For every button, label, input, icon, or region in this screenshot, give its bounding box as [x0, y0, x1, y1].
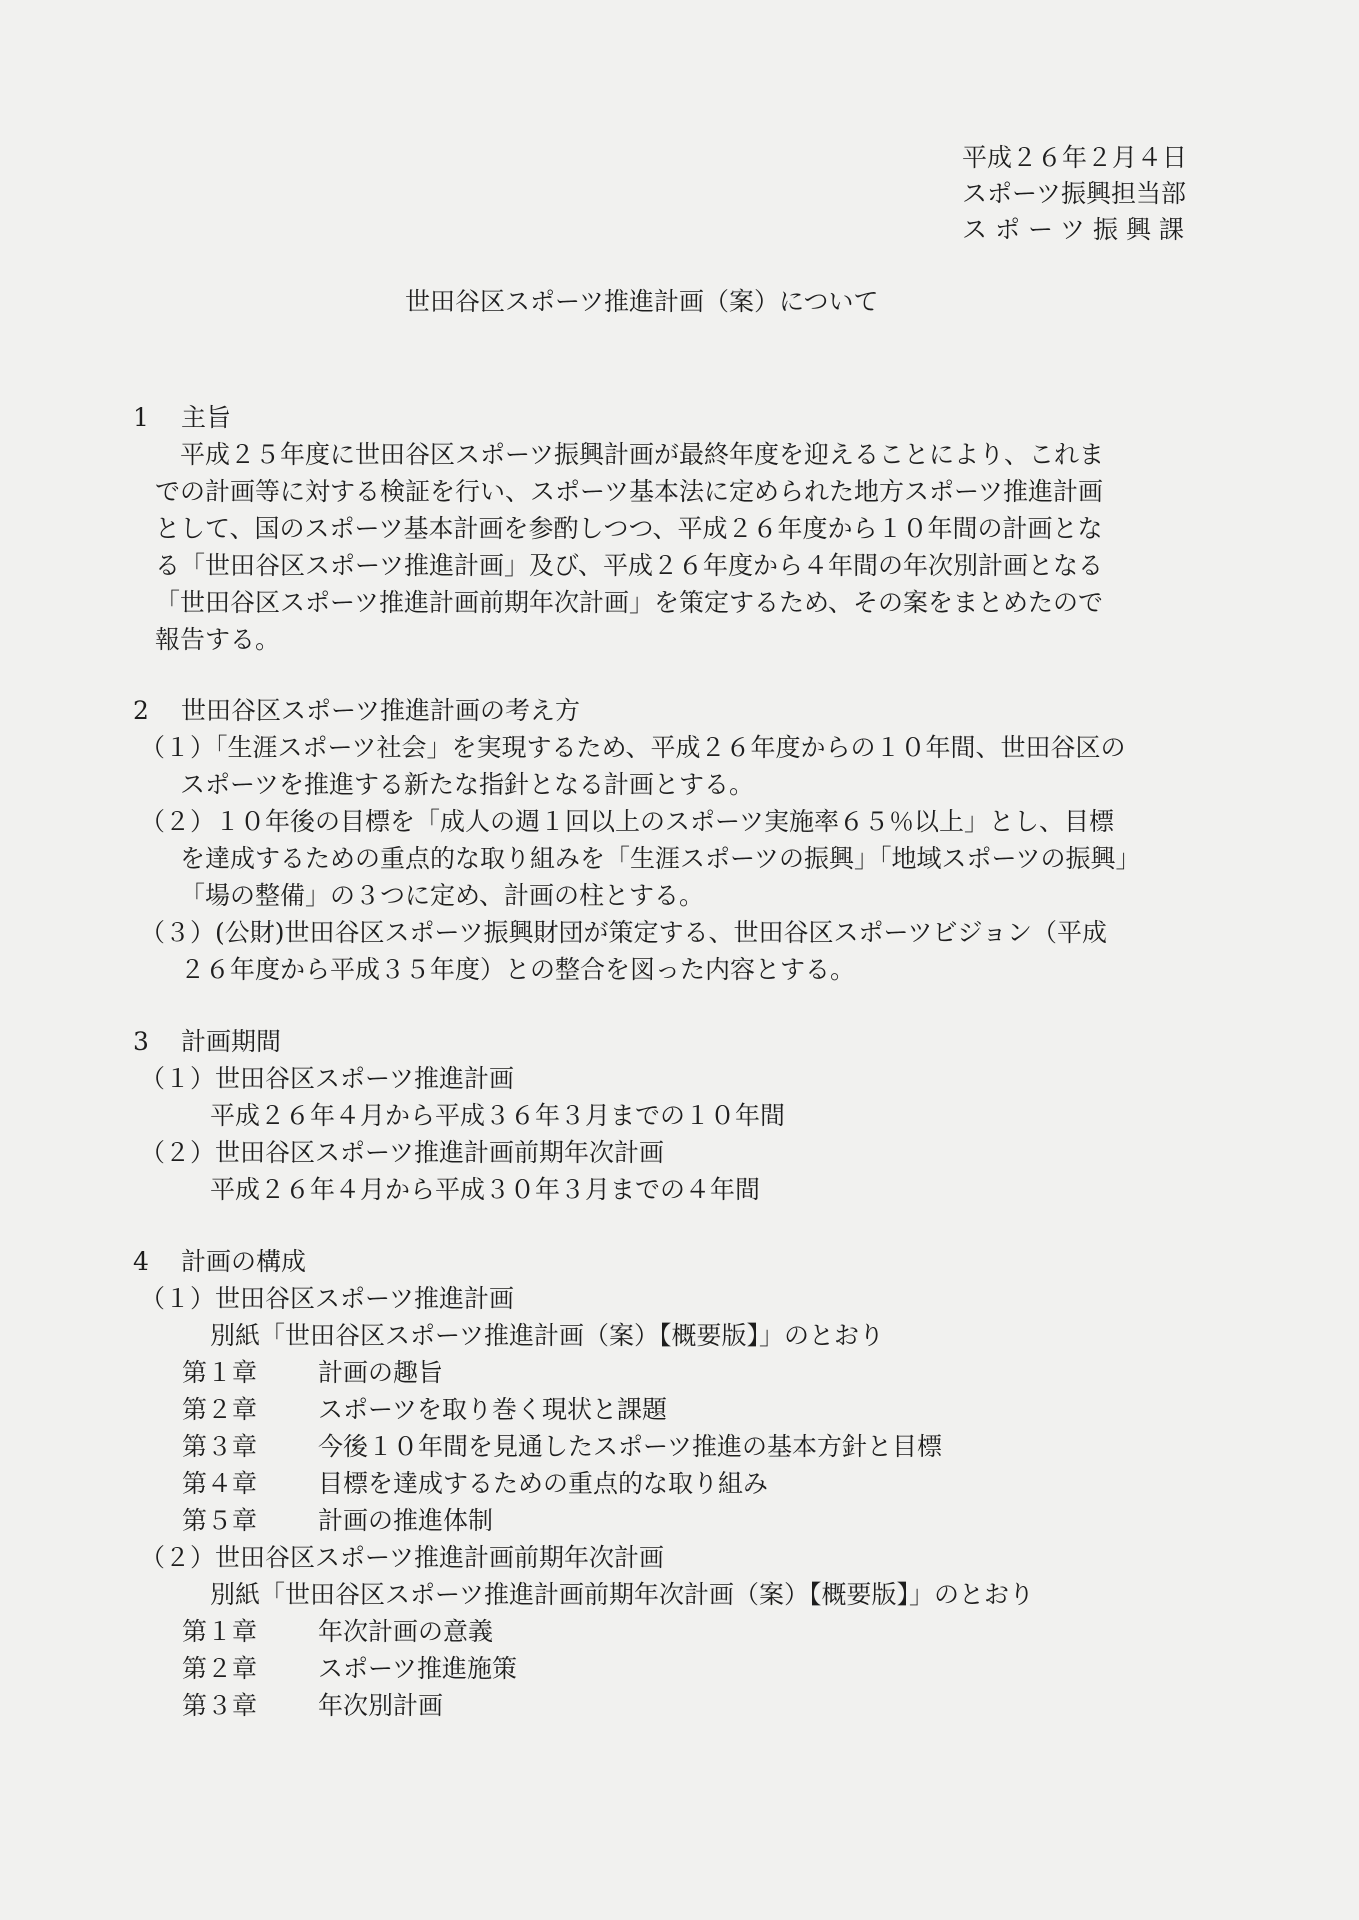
section-3-line: 平成２６年４月から平成３０年３月までの４年間: [210, 1175, 761, 1204]
section-2-line: （３）(公財)世田谷区スポーツ振興財団が策定する、世田谷区スポーツビジョン（平成: [140, 918, 1108, 947]
chapter-title: 年次計画の意義: [318, 1617, 494, 1646]
chapter-row: [182, 1651, 518, 1687]
chapter-row: [182, 1392, 668, 1428]
chapter-row: [182, 1466, 769, 1502]
chapter-number: 第３章: [182, 1432, 258, 1461]
document-date: 平成２６年２月４日: [962, 143, 1188, 172]
section-2-line: 「場の整備」の３つに定め、計画の柱とする。: [180, 881, 705, 910]
section-3-line: （２）世田谷区スポーツ推進計画前期年次計画: [140, 1138, 665, 1167]
chapter-number: 第２章: [182, 1395, 258, 1424]
issuing-division: スポーツ振興課: [962, 215, 1193, 244]
section-2-line: を達成するための重点的な取り組みを「生涯スポーツの振興」「地域スポーツの振興」: [180, 844, 1141, 873]
section-1-line: 報告する。: [155, 625, 281, 654]
chapter-row: [182, 1503, 494, 1539]
section-1-line: る「世田谷区スポーツ推進計画」及び、平成２６年度から４年間の年次別計画となる: [155, 551, 1104, 580]
chapter-title: 今後１０年間を見通したスポーツ推進の基本方針と目標: [318, 1432, 943, 1461]
chapter-row: [182, 1688, 444, 1724]
chapter-number: 第２章: [182, 1654, 258, 1683]
chapter-title: 年次別計画: [318, 1691, 444, 1720]
section-2-line: （１）「生涯スポーツ社会」を実現するため、平成２６年度からの１０年間、世田谷区の: [140, 733, 1126, 762]
chapter-title: スポーツ推進施策: [318, 1654, 518, 1683]
section-4-note: 別紙「世田谷区スポーツ推進計画（案）【概要版】」のとおり: [210, 1321, 885, 1350]
section-4-subheading: （２）世田谷区スポーツ推進計画前期年次計画: [140, 1543, 665, 1572]
chapter-number: 第１章: [182, 1617, 258, 1646]
section-2-line: ２６年度から平成３５年度）との整合を図った内容とする。: [180, 955, 856, 984]
section-1-line: 平成２５年度に世田谷区スポーツ振興計画が最終年度を迎えることにより、これま: [180, 440, 1105, 469]
section-1-line: での計画等に対する検証を行い、スポーツ基本法に定められた地方スポーツ推進計画: [155, 477, 1104, 506]
section-4-note: 別紙「世田谷区スポーツ推進計画前期年次計画（案）【概要版】」のとおり: [210, 1580, 1035, 1609]
section-2-line: （２）１０年後の目標を「成人の週１回以上のスポーツ実施率６５％以上」とし、目標: [140, 807, 1115, 836]
section-3-line: （１）世田谷区スポーツ推進計画: [140, 1064, 515, 1093]
section-3-line: 平成２６年４月から平成３６年３月までの１０年間: [210, 1101, 786, 1130]
section-2-heading: 2 世田谷区スポーツ推進計画の考え方: [133, 696, 581, 725]
section-3-heading: 3 計画期間: [133, 1027, 282, 1056]
chapter-number: 第３章: [182, 1691, 258, 1720]
document-header: [962, 140, 1192, 248]
section-1-heading: 1 主旨: [133, 403, 232, 432]
section-1-line: として、国のスポーツ基本計画を参酌しつつ、平成２６年度から１０年間の計画とな: [155, 514, 1103, 543]
issuing-department: スポーツ振興担当部: [962, 179, 1187, 208]
chapter-title: 目標を達成するための重点的な取り組み: [318, 1469, 769, 1498]
section-1-line: 「世田谷区スポーツ推進計画前期年次計画」を策定するため、その案をまとめたので: [155, 588, 1104, 617]
chapter-title: 計画の推進体制: [318, 1506, 494, 1535]
chapter-number: 第１章: [182, 1358, 258, 1387]
document-title: 世田谷区スポーツ推進計画（案）について: [405, 287, 879, 316]
chapter-title: スポーツを取り巻く現状と課題: [318, 1395, 668, 1424]
section-4-subheading: （１）世田谷区スポーツ推進計画: [140, 1284, 515, 1313]
section-2-line: スポーツを推進する新たな指針となる計画とする。: [180, 770, 755, 799]
chapter-row: [182, 1355, 444, 1391]
chapter-row: [182, 1614, 494, 1650]
chapter-number: 第４章: [182, 1469, 258, 1498]
chapter-title: 計画の趣旨: [318, 1358, 444, 1387]
section-4-heading: 4 計画の構成: [133, 1247, 307, 1276]
chapter-row: [182, 1429, 943, 1465]
chapter-number: 第５章: [182, 1506, 258, 1535]
